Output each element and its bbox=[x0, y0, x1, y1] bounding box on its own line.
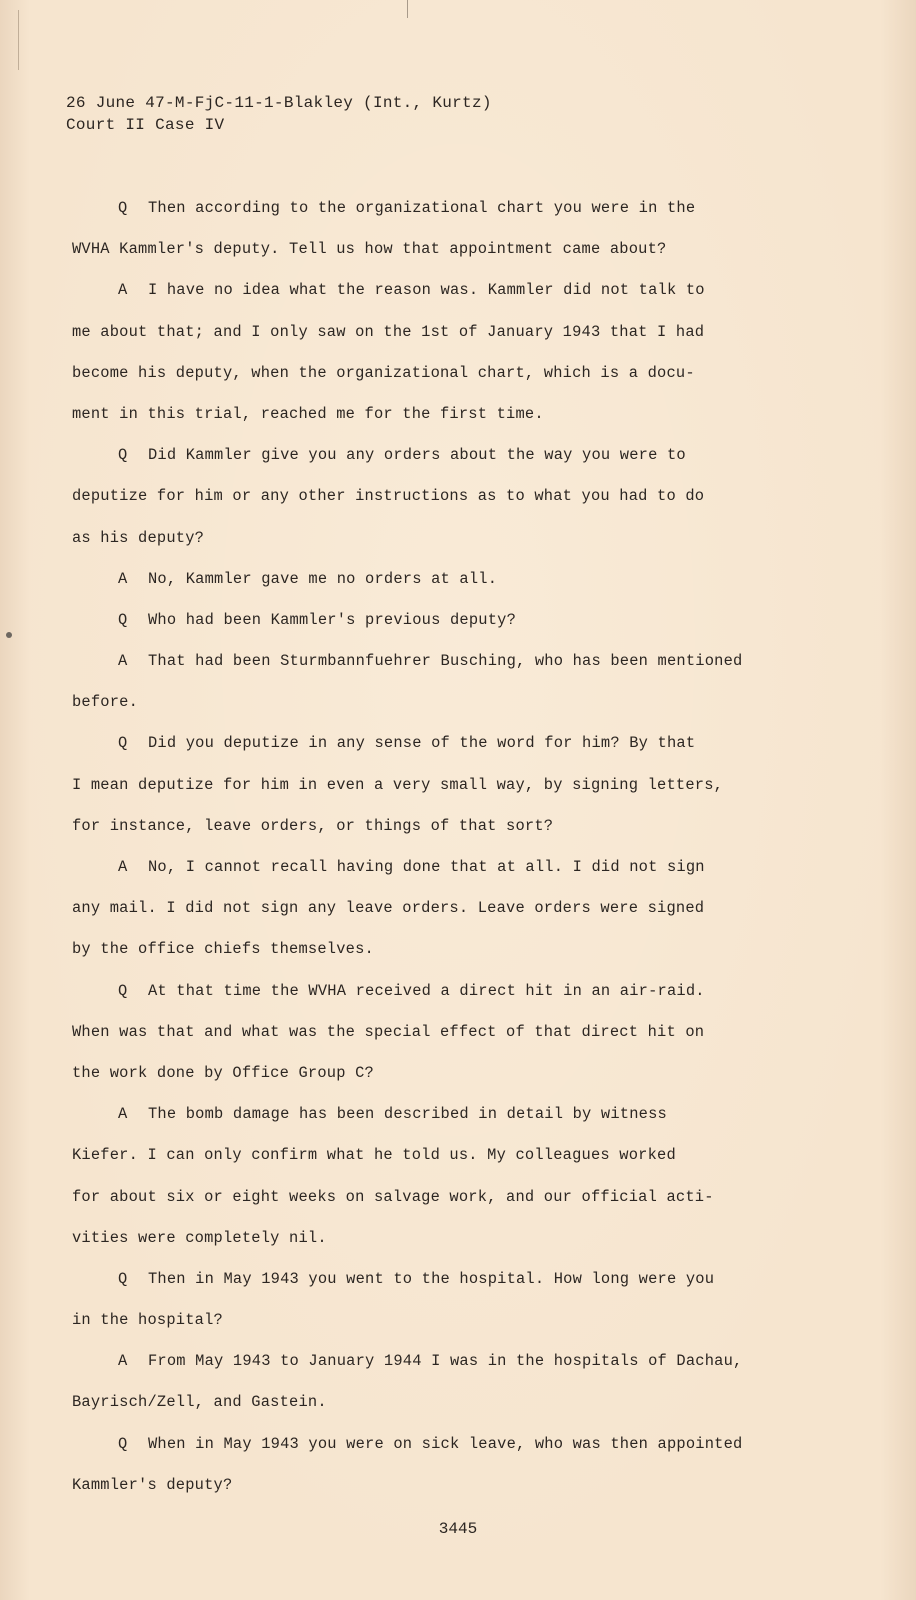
transcript-line bbox=[72, 1300, 802, 1341]
transcript-line bbox=[72, 353, 802, 394]
punch-hole-mark bbox=[6, 632, 12, 638]
transcript-line bbox=[72, 1135, 802, 1176]
answer-label: A bbox=[118, 569, 128, 588]
transcript-line bbox=[72, 1341, 802, 1382]
question-label: Q bbox=[118, 1269, 128, 1288]
transcript-line bbox=[72, 559, 802, 600]
line-text: When in May 1943 you were on sick leave, who was then appointed bbox=[148, 1434, 743, 1453]
line-text: Then in May 1943 you went to the hospital. How long were you bbox=[148, 1269, 715, 1288]
transcript-line bbox=[72, 1465, 802, 1506]
header-date-reference: 26 June 47-M-FjC-11-1-Blakley (Int., Kurtz) bbox=[66, 94, 492, 112]
transcript-line bbox=[72, 518, 802, 559]
transcript-line bbox=[72, 476, 802, 517]
transcript-line bbox=[72, 888, 802, 929]
line-text: Who had been Kammler's previous deputy? bbox=[148, 610, 516, 629]
line-text: me about that; and I only saw on the 1st of January 1943 that I had bbox=[72, 322, 705, 341]
top-edge-mark bbox=[407, 0, 408, 18]
line-text: The bomb damage has been described in detail by witness bbox=[148, 1105, 667, 1124]
left-edge-mark bbox=[18, 10, 19, 70]
question-label: Q bbox=[118, 610, 128, 629]
transcript-body bbox=[72, 188, 802, 1506]
transcript-line bbox=[72, 971, 802, 1012]
line-text: as his deputy? bbox=[72, 528, 205, 547]
answer-label: A bbox=[118, 281, 128, 300]
line-text: I mean deputize for him in even a very small way, by signing letters, bbox=[72, 775, 724, 794]
transcript-line bbox=[72, 312, 802, 353]
line-text: No, Kammler gave me no orders at all. bbox=[148, 569, 498, 588]
transcript-line bbox=[72, 806, 802, 847]
line-text: Kiefer. I can only confirm what he told us. My colleagues worked bbox=[72, 1146, 676, 1165]
transcript-line bbox=[72, 723, 802, 764]
line-text: No, I cannot recall having done that at all. I did not sign bbox=[148, 858, 705, 876]
question-label: Q bbox=[118, 199, 128, 217]
transcript-line bbox=[72, 1012, 802, 1053]
line-text: Bayrisch/Zell, and Gastein. bbox=[72, 1393, 327, 1412]
transcript-line bbox=[72, 394, 802, 435]
question-label: Q bbox=[118, 446, 128, 465]
line-text: the work done by Office Group C? bbox=[72, 1063, 374, 1082]
transcript-line bbox=[72, 1053, 802, 1094]
answer-label: A bbox=[118, 652, 128, 671]
transcript-line bbox=[72, 1094, 802, 1135]
line-text: ment in this trial, reached me for the first time. bbox=[72, 404, 544, 423]
transcript-line bbox=[72, 1382, 802, 1423]
transcript-line bbox=[72, 270, 802, 311]
line-text: before. bbox=[72, 693, 139, 712]
answer-label: A bbox=[118, 1105, 128, 1124]
transcript-line bbox=[72, 1259, 802, 1300]
transcript-line bbox=[72, 188, 802, 229]
line-text: At that time the WVHA received a direct hit in an air-raid. bbox=[148, 981, 705, 1000]
question-label: Q bbox=[118, 734, 128, 753]
transcript-line bbox=[72, 765, 802, 806]
line-text: for instance, leave orders, or things of that sort? bbox=[72, 816, 554, 835]
line-text: become his deputy, when the organizational chart, which is a docu- bbox=[72, 363, 695, 382]
transcript-line bbox=[72, 682, 802, 723]
line-text: vities were completely nil. bbox=[72, 1228, 327, 1247]
answer-label: A bbox=[118, 1352, 128, 1371]
transcript-line bbox=[72, 600, 802, 641]
line-text: WVHA Kammler's deputy. Tell us how that appointment came about? bbox=[72, 240, 667, 259]
question-label: Q bbox=[118, 1434, 128, 1453]
question-label: Q bbox=[118, 981, 128, 1000]
transcript-line bbox=[72, 641, 802, 682]
line-text: Did you deputize in any sense of the word for him? By that bbox=[148, 734, 696, 753]
transcript-line bbox=[72, 435, 802, 476]
line-text: any mail. I did not sign any leave orders. Leave orders were signed bbox=[72, 899, 705, 918]
line-text: Did Kammler give you any orders about the way you were to bbox=[148, 446, 686, 465]
line-text: From May 1943 to January 1944 I was in the hospitals of Dachau, bbox=[148, 1352, 743, 1371]
transcript-line bbox=[72, 1218, 802, 1259]
transcript-line bbox=[72, 1177, 802, 1218]
line-text: for about six or eight weeks on salvage work, and our official acti- bbox=[72, 1187, 714, 1206]
line-text: in the hospital? bbox=[72, 1311, 223, 1330]
transcript-line bbox=[72, 929, 802, 970]
transcript-line bbox=[72, 847, 802, 888]
line-text: by the office chiefs themselves. bbox=[72, 940, 374, 959]
line-text: Then according to the organizational chart you were in the bbox=[148, 199, 696, 217]
page-number: 3445 bbox=[438, 1520, 478, 1538]
line-text: That had been Sturmbannfuehrer Busching, who has been mentioned bbox=[148, 652, 743, 671]
answer-label: A bbox=[118, 858, 128, 876]
transcript-line bbox=[72, 229, 802, 270]
line-text: I have no idea what the reason was. Kammler did not talk to bbox=[148, 281, 705, 300]
line-text: deputize for him or any other instructions as to what you had to do bbox=[72, 487, 705, 506]
transcript-line bbox=[72, 1424, 802, 1465]
line-text: Kammler's deputy? bbox=[72, 1475, 233, 1494]
document-header bbox=[66, 92, 492, 136]
header-court-case: Court II Case IV bbox=[66, 116, 225, 134]
line-text: When was that and what was the special effect of that direct hit on bbox=[72, 1022, 705, 1041]
